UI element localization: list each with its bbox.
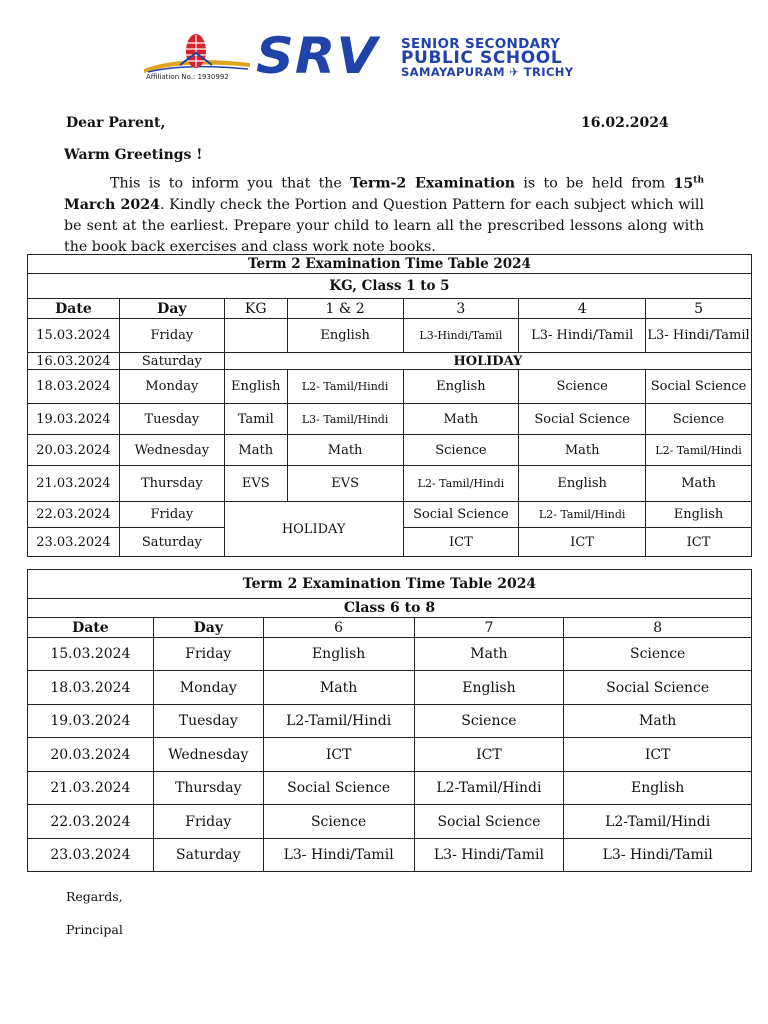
cell-date: 15.03.2024 [28, 319, 120, 353]
term-name: Term-2 Examination [350, 175, 516, 192]
col-header-6: 6 [263, 618, 414, 638]
cell-class-5: English [646, 502, 752, 528]
cell-class-7: Science [414, 705, 564, 738]
cell-class-6: Math [263, 671, 414, 705]
col-header-day: Day [153, 618, 263, 638]
exam-date-month: March 2024 [64, 196, 160, 213]
cell-date: 18.03.2024 [28, 671, 154, 705]
cell-kg: EVS [224, 466, 287, 502]
table-row [28, 671, 752, 705]
cell-class-3: L3-Hindi/Tamil [403, 319, 519, 353]
cell-class-6: L3- Hindi/Tamil [263, 839, 414, 872]
cell-class-5: Social Science [646, 370, 752, 404]
cell-kg: English [224, 370, 287, 404]
cell-class-1-2: L2- Tamil/Hindi [287, 370, 403, 404]
cell-class-4: Science [519, 370, 646, 404]
cell-class-8: Science [564, 638, 752, 671]
col-header-7: 7 [414, 618, 564, 638]
cell-day: Friday [153, 638, 263, 671]
cell-class-8: Math [564, 705, 752, 738]
cell-class-5: L3- Hindi/Tamil [646, 319, 752, 353]
cell-date: 18.03.2024 [28, 370, 120, 404]
cell-class-7: ICT [414, 738, 564, 772]
cell-date: 23.03.2024 [28, 839, 154, 872]
cell-day: Monday [119, 370, 224, 404]
cell-class-3: Math [403, 404, 519, 435]
cell-class-3: L2- Tamil/Hindi [403, 466, 519, 502]
cell-class-8: L3- Hindi/Tamil [564, 839, 752, 872]
table-title: Term 2 Examination Time Table 2024 [28, 255, 752, 274]
table-row [28, 370, 752, 404]
school-name [401, 37, 574, 79]
cell-class-6: English [263, 638, 414, 671]
cell-class-4: Math [519, 435, 646, 466]
table-row [28, 772, 752, 805]
cell-day: Saturday [153, 839, 263, 872]
salutation: Dear Parent, [66, 115, 166, 131]
greeting: Warm Greetings ! [64, 147, 203, 163]
table-row [28, 435, 752, 466]
cell-class-8: L2-Tamil/Hindi [564, 805, 752, 839]
table-row [28, 404, 752, 435]
cell-day: Monday [153, 671, 263, 705]
closing-regards: Regards, [66, 889, 123, 904]
cell-day: Wednesday [153, 738, 263, 772]
table-subtitle: Class 6 to 8 [28, 599, 752, 618]
table-row [28, 353, 752, 370]
cell-day: Saturday [119, 353, 224, 370]
cell-date: 16.03.2024 [28, 353, 120, 370]
table-row [28, 319, 752, 353]
cell-day: Saturday [119, 528, 224, 557]
timetable-kg-class1-5 [27, 254, 752, 557]
cell-day: Thursday [119, 466, 224, 502]
table-row [28, 466, 752, 502]
cell-class-5: L2- Tamil/Hindi [646, 435, 752, 466]
cell-date: 21.03.2024 [28, 772, 154, 805]
table-row [28, 805, 752, 839]
col-header-3: 3 [403, 299, 519, 319]
table-row [28, 638, 752, 671]
cell-class-6: L2-Tamil/Hindi [263, 705, 414, 738]
body-text-2: is to be held from [515, 175, 674, 192]
cell-class-6: ICT [263, 738, 414, 772]
cell-class-4: English [519, 466, 646, 502]
col-header-1-2: 1 & 2 [287, 299, 403, 319]
cell-date: 15.03.2024 [28, 638, 154, 671]
cell-class-3: English [403, 370, 519, 404]
school-name-line2: PUBLIC SCHOOL [401, 48, 563, 68]
cell-class-1-2: Math [287, 435, 403, 466]
cell-date: 19.03.2024 [28, 705, 154, 738]
letter-date: 16.02.2024 [581, 115, 669, 131]
cell-day: Friday [119, 319, 224, 353]
cell-day: Friday [153, 805, 263, 839]
cell-class-4: L2- Tamil/Hindi [519, 502, 646, 528]
timetable-class6-8 [27, 569, 752, 872]
cell-class-8: Social Science [564, 671, 752, 705]
exam-date-suffix: th [693, 175, 704, 185]
col-header-4: 4 [519, 299, 646, 319]
body-text-1: This is to inform you that the [110, 175, 351, 192]
cell-class-7: Math [414, 638, 564, 671]
cell-class-7: L2-Tamil/Hindi [414, 772, 564, 805]
cell-day: Friday [119, 502, 224, 528]
cell-holiday-merged: HOLIDAY [224, 502, 403, 557]
cell-class-7: English [414, 671, 564, 705]
col-header-day: Day [119, 299, 224, 319]
closing-signatory: Principal [66, 922, 123, 937]
cell-class-5: Science [646, 404, 752, 435]
cell-holiday: HOLIDAY [224, 353, 751, 370]
cell-class-8: English [564, 772, 752, 805]
cell-class-4: Social Science [519, 404, 646, 435]
cell-class-6: Science [263, 805, 414, 839]
cell-kg: Math [224, 435, 287, 466]
cell-date: 23.03.2024 [28, 528, 120, 557]
cell-class-8: ICT [564, 738, 752, 772]
cell-day: Tuesday [153, 705, 263, 738]
cell-kg: Tamil [224, 404, 287, 435]
table-row [28, 839, 752, 872]
table-subtitle: KG, Class 1 to 5 [28, 274, 752, 299]
cell-class-5: Math [646, 466, 752, 502]
school-name-line1: SENIOR SECONDARY [401, 36, 561, 52]
body-text-3: . Kindly check the Portion and Question Pattern for each subject which will be sent at the earliest. Prepare your child to learn all the prescribed lessons along with the book back exercises and class work note books. [64, 196, 704, 255]
letterhead [138, 27, 608, 88]
col-header-kg: KG [224, 299, 287, 319]
cell-class-3: Science [403, 435, 519, 466]
cell-date: 20.03.2024 [28, 738, 154, 772]
cell-day: Tuesday [119, 404, 224, 435]
col-header-5: 5 [646, 299, 752, 319]
school-name-line3: SAMAYAPURAM ✈ TRICHY [401, 65, 574, 79]
table-row [28, 502, 752, 528]
col-header-date: Date [28, 299, 120, 319]
cell-class-1-2: English [287, 319, 403, 353]
table-row [28, 705, 752, 738]
letter-body [64, 170, 704, 258]
cell-class-1-2: EVS [287, 466, 403, 502]
cell-date: 19.03.2024 [28, 404, 120, 435]
cell-class-4: ICT [519, 528, 646, 557]
cell-class-3: ICT [403, 528, 519, 557]
logo-text: SRV [256, 27, 379, 85]
cell-class-5: ICT [646, 528, 752, 557]
cell-kg [224, 319, 287, 353]
affiliation-number: Affiliation No.: 1930992 [146, 73, 229, 81]
cell-class-6: Social Science [263, 772, 414, 805]
cell-date: 22.03.2024 [28, 502, 120, 528]
table-row [28, 738, 752, 772]
table-title: Term 2 Examination Time Table 2024 [28, 570, 752, 599]
cell-class-1-2: L3- Tamil/Hindi [287, 404, 403, 435]
col-header-8: 8 [564, 618, 752, 638]
cell-class-3: Social Science [403, 502, 519, 528]
cell-date: 20.03.2024 [28, 435, 120, 466]
exam-date-day: 15 [673, 175, 694, 192]
cell-class-4: L3- Hindi/Tamil [519, 319, 646, 353]
cell-date: 22.03.2024 [28, 805, 154, 839]
cell-class-7: Social Science [414, 805, 564, 839]
cell-day: Thursday [153, 772, 263, 805]
col-header-date: Date [28, 618, 154, 638]
cell-class-7: L3- Hindi/Tamil [414, 839, 564, 872]
cell-day: Wednesday [119, 435, 224, 466]
cell-date: 21.03.2024 [28, 466, 120, 502]
